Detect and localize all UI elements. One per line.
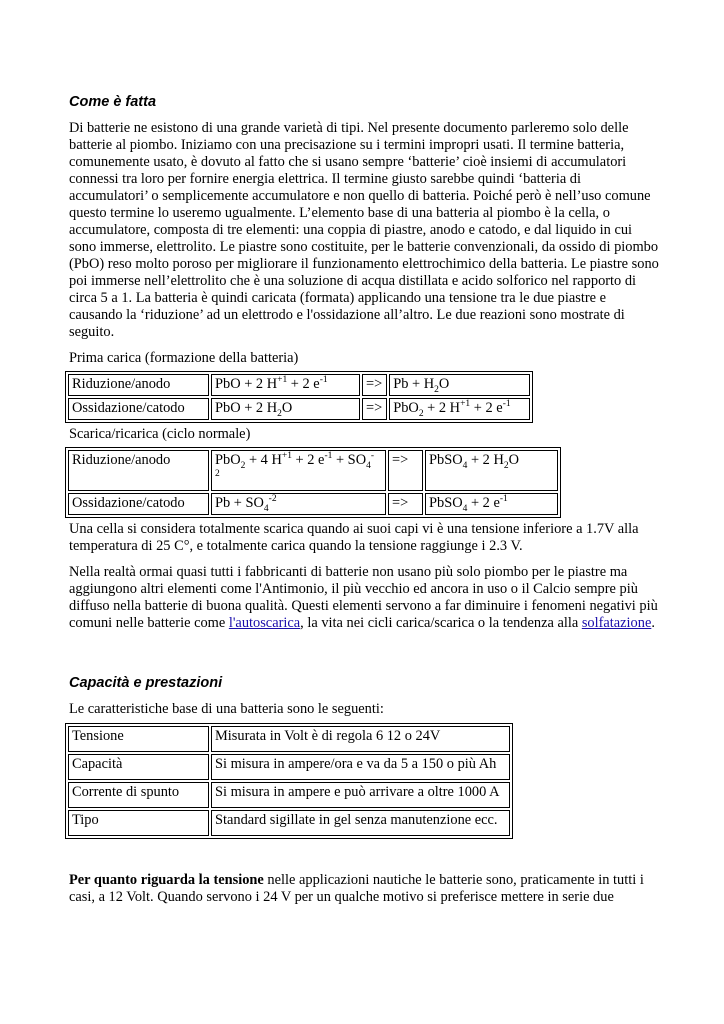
table-row xyxy=(68,398,530,420)
characteristic-label: Tipo xyxy=(68,810,209,836)
heading-come-e-fatta: Come è fatta xyxy=(69,94,157,110)
table-row xyxy=(68,450,558,491)
reaction-products: PbO$_2$ + 2 $H^{+1} + 2$ $e^{-1}$ xyxy=(389,398,530,420)
table-row xyxy=(68,493,558,515)
reaction-reactants: PbO$_2$ + 4 $H^{+1} + 2$ $e^{-1} + SO_4^-$ 2 xyxy=(211,450,386,491)
voltage-paragraph: Per quanto riguarda la tensione nelle applicazioni nautiche le batterie sono, praticamente in tutti i casi, a 12 Volt. Quando servono i 24 V per un qualche motivo si preferisce mettere in serie due xyxy=(69,872,644,905)
solfatazione-link[interactable]: solfatazione xyxy=(581,615,652,631)
reaction-reactants: PbO + 2 $H^{+1} + 2$ $e^{-1}$ xyxy=(211,374,360,396)
characteristic-label: Tensione xyxy=(68,726,209,752)
table-row xyxy=(68,782,510,808)
characteristic-value: Misurata in Volt è di regola 6 12 o 24V xyxy=(211,726,510,752)
reaction-label: Ossidazione/catodo xyxy=(68,398,209,420)
reaction-label: Riduzione/anodo xyxy=(68,450,209,491)
first-charge-caption: Prima carica (formazione della batteria) xyxy=(69,350,299,366)
heading-capacita-prestazioni: Capacità e prestazioni xyxy=(69,675,223,691)
discharge-threshold-paragraph: Una cella si considera totalmente scarica quando ai suoi capi vi è una tensione inferiore a 1.7V alla temperatura di 25 C°, e totalmente carica quando la tensione raggiunge i 2.3 V. xyxy=(69,521,639,554)
characteristics-table xyxy=(65,723,513,839)
table-row xyxy=(68,810,510,836)
characteristic-label: Corrente di spunto xyxy=(68,782,209,808)
reaction-products: PbSO$_4$ + 2 $H_2O$ xyxy=(425,450,558,491)
first-charge-table xyxy=(65,371,533,423)
table-row xyxy=(68,374,530,396)
reaction-arrow: => xyxy=(388,493,423,515)
intro-paragraph: Di batterie ne esistono di una grande varietà di tipi. Nel presente documento parleremo solo delle batterie al piombo. Iniziamo con una precisazione su i termini impropri usati. Il termine batteria, comunemente usato, è dovuto al fatto che si usano sempre ‘batterie’ cioè insiemi di accumulatori connessi tra loro per fornire energia elettrica. Il termine giusto sarebbe quindi ‘batteria di accumulatori’ o semplicemente accumulatore e non quello di batteria. Poiché però è nell’uso comune questo termine lo useremo ugualmente. L’elemento base di una batteria al piombo è la cella, o accumulatore, composta di tre elementi: una coppia di piastre, anodo e catodo, e dal liquido in cui sono immerse, elettrolito. Le piastre sono costituite, per le batterie convenzionali, da ossido di piombo (PbO) reso molto poroso per migliorare il funzionamento elettrochimico della batteria. Le piastre sono poi immerse nell’elettrolito che è una soluzione di acqua distillata e acido solforico nel rapporto di circa 5 a 1. La batteria è quindi caricata (formata) applicando una tensione tra le due piastre e causando la ‘riduzione’ ad un elettrodo e l'ossidazione all’altro. Le due reazioni sono mostrate di seguito. xyxy=(69,120,659,340)
discharge-caption: Scarica/ricarica (ciclo normale) xyxy=(69,426,251,442)
discharge-table xyxy=(65,447,561,518)
characteristic-value: Si misura in ampere/ora e va da 5 a 150 o più Ah xyxy=(211,754,510,780)
reaction-products: $Pb + H_2O$ xyxy=(389,374,530,396)
voltage-bold-lead: Per quanto riguarda la tensione xyxy=(69,872,264,888)
characteristics-intro: Le caratteristiche base di una batteria sono le seguenti: xyxy=(69,701,384,717)
table-row xyxy=(68,726,510,752)
reaction-label: Riduzione/anodo xyxy=(68,374,209,396)
reaction-reactants: PbO + 2 $H_2O$ xyxy=(211,398,360,420)
reaction-arrow: => xyxy=(362,374,387,396)
document-body xyxy=(69,93,659,906)
alloy-paragraph: Nella realtà ormai quasi tutti i fabbricanti di batterie non usano più solo piombo per le piastre ma aggiungono altri elementi come l'Antimonio, il più vecchio ed ancora in uso o il Calcio sempre più diffuso nella batterie di buona qualità. Questi elementi servono a far diminuire i fenomeni negativi più comuni nelle batterie come l'autoscarica, la vita nei cicli carica/scarica o la tendenza alla solfatazione. xyxy=(69,564,658,631)
autoscarica-link[interactable]: l'autoscarica xyxy=(228,615,301,631)
table-row xyxy=(68,754,510,780)
reaction-label: Ossidazione/catodo xyxy=(68,493,209,515)
reaction-reactants: $Pb + SO_4^{-2}$ xyxy=(211,493,386,515)
reaction-arrow: => xyxy=(362,398,387,420)
characteristic-value: Si misura in ampere e può arrivare a oltre 1000 A xyxy=(211,782,510,808)
characteristic-label: Capacità xyxy=(68,754,209,780)
reaction-arrow: => xyxy=(388,450,423,491)
reaction-products: PbSO$_4$ + 2 $e^{-1}$ xyxy=(425,493,558,515)
characteristic-value: Standard sigillate in gel senza manutenzione ecc. xyxy=(211,810,510,836)
